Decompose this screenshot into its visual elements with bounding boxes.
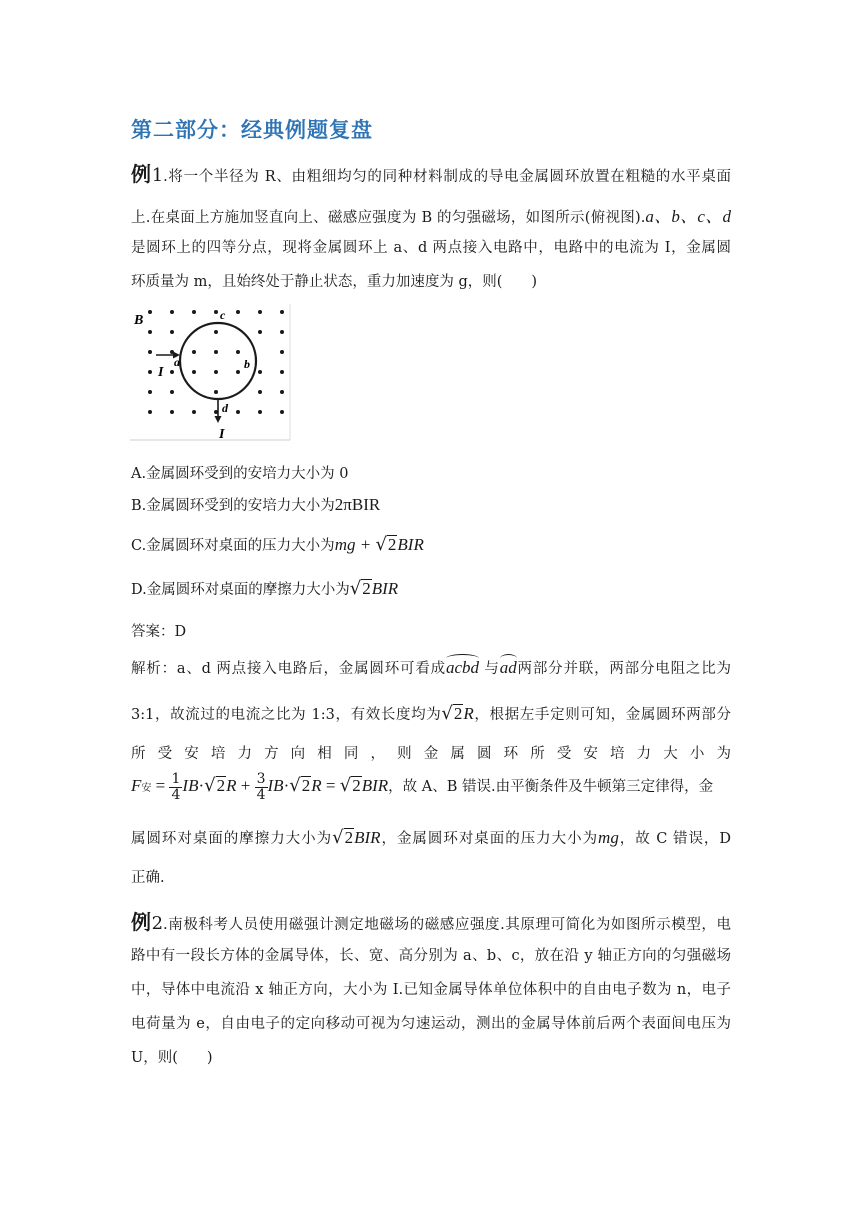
ex2-line3: 中，导体中电流沿 x 轴正方向，大小为 I.已知金属导体单位体积中的自由电子数为 n，电子 (131, 982, 731, 998)
ex1-line3: 是圆环上的四等分点，现将金属圆环上 a、d 两点接入电路中，电路中的电流为 I，金属圆 (131, 240, 731, 256)
analysis-line1: 解析：a、d 两点接入电路后，金属圆环可看成acbd 与ad两部分并联，两部分电阻之比为 (131, 658, 732, 677)
field-dot (258, 390, 262, 394)
field-dot (258, 330, 262, 334)
field-dot (214, 330, 218, 334)
field-dot (148, 310, 152, 314)
field-dot (280, 410, 284, 414)
ex1-line4: 环质量为 m，且始终处于静止状态，重力加速度为 g，则( ) (131, 274, 538, 290)
analysis-line3: 所 受 安 培 力 方 向 相 同 ， 则 金 属 圆 环 所 受 安 培 力 大 小 为 (131, 746, 731, 762)
field-dot (236, 370, 240, 374)
field-dot (148, 410, 152, 414)
option-d: D.金属圆环对桌面的摩擦力大小为√2BIR (131, 578, 399, 599)
field-dot (280, 390, 284, 394)
label-c: c (220, 308, 226, 322)
field-dot (170, 330, 174, 334)
field-dot (192, 310, 196, 314)
ex1-text1: .将一个半径为 R、由粗细均匀的同种材料制成的导电金属圆环放置在粗糙的水平桌面 (163, 169, 732, 185)
field-dot (258, 310, 262, 314)
ex2-line1: 例2.南极科考人员使用磁强计测定地磁场的磁感应强度.其原理可简化为如图所示模型，电 (131, 910, 732, 934)
field-dot (192, 350, 196, 354)
label-I-left: I (158, 365, 164, 380)
field-dot (280, 310, 284, 314)
field-dot (148, 330, 152, 334)
ex2-line4: 电荷量为 e，自由电子的定向移动可视为匀速运动，测出的金属导体前后两个表面间电压为 (131, 1016, 731, 1032)
field-dot (170, 370, 174, 374)
field-dot (214, 350, 218, 354)
label-I-bottom: I (219, 427, 225, 442)
field-dot (214, 370, 218, 374)
field-dot (148, 370, 152, 374)
field-dot (280, 330, 284, 334)
label-d: d (222, 401, 228, 415)
ex1-line2: 上.在桌面上方施加竖直向上、磁感应强度为 B 的匀强磁场，如图所示(俯视图).a、b、c、d (131, 207, 732, 226)
field-dot (280, 370, 284, 374)
analysis-line6: 正确. (131, 870, 165, 886)
ex2-number: 2 (151, 913, 164, 934)
field-dot (192, 410, 196, 414)
ex1-line1 (131, 158, 731, 187)
ex2-label: 例 (131, 910, 152, 934)
section-title: 第二部分：经典例题复盘 (131, 118, 373, 142)
field-dot (148, 390, 152, 394)
field-dot (192, 370, 196, 374)
analysis-line2: 3:1，故流过的电流之比为 1:3，有效长度均为√2R，根据左手定则可知，金属圆环两部分 (131, 703, 732, 724)
label-b: b (244, 357, 250, 371)
field-dot (236, 350, 240, 354)
ex2-line5: U，则( ) (131, 1050, 213, 1066)
analysis-line4: F安 = $\frac{1}{4}$ IB·√2R + $\frac{3}{4}$ IB·√2R = √2BIR，故 A、B 错误.由平衡条件及牛顿第三定律得，金 (131, 771, 714, 803)
field-dot (280, 350, 284, 354)
field-dot (258, 370, 262, 374)
field-dot (170, 310, 174, 314)
option-a: A.金属圆环受到的安培力大小为 0 (131, 466, 349, 482)
field-dot (236, 310, 240, 314)
magnetic-field-ring-figure (130, 302, 292, 444)
ex2-line2: 路中有一段长方体的金属导体，长、宽、高分别为 a、b、c，放在沿 y 轴正方向的匀强磁场 (131, 948, 731, 964)
answer: 答案：D (131, 624, 187, 640)
label-a: a (174, 355, 180, 369)
field-dot (148, 350, 152, 354)
field-dot (236, 410, 240, 414)
label-B: B (134, 313, 144, 328)
option-b: B.金属圆环受到的安培力大小为2πBIR (131, 495, 381, 514)
ex1-number: 1 (151, 165, 164, 186)
field-dot (214, 390, 218, 394)
option-c: C.金属圆环对桌面的压力大小为mg + √2BIR (131, 534, 424, 555)
ex1-label: 例 (131, 162, 152, 186)
field-dot (258, 410, 262, 414)
field-dot (170, 390, 174, 394)
analysis-line5: 属圆环对桌面的摩擦力大小为√2BIR，金属圆环对桌面的压力大小为mg，故 C 错误，D (131, 827, 732, 848)
field-dot (170, 410, 174, 414)
field-dot (214, 310, 218, 314)
